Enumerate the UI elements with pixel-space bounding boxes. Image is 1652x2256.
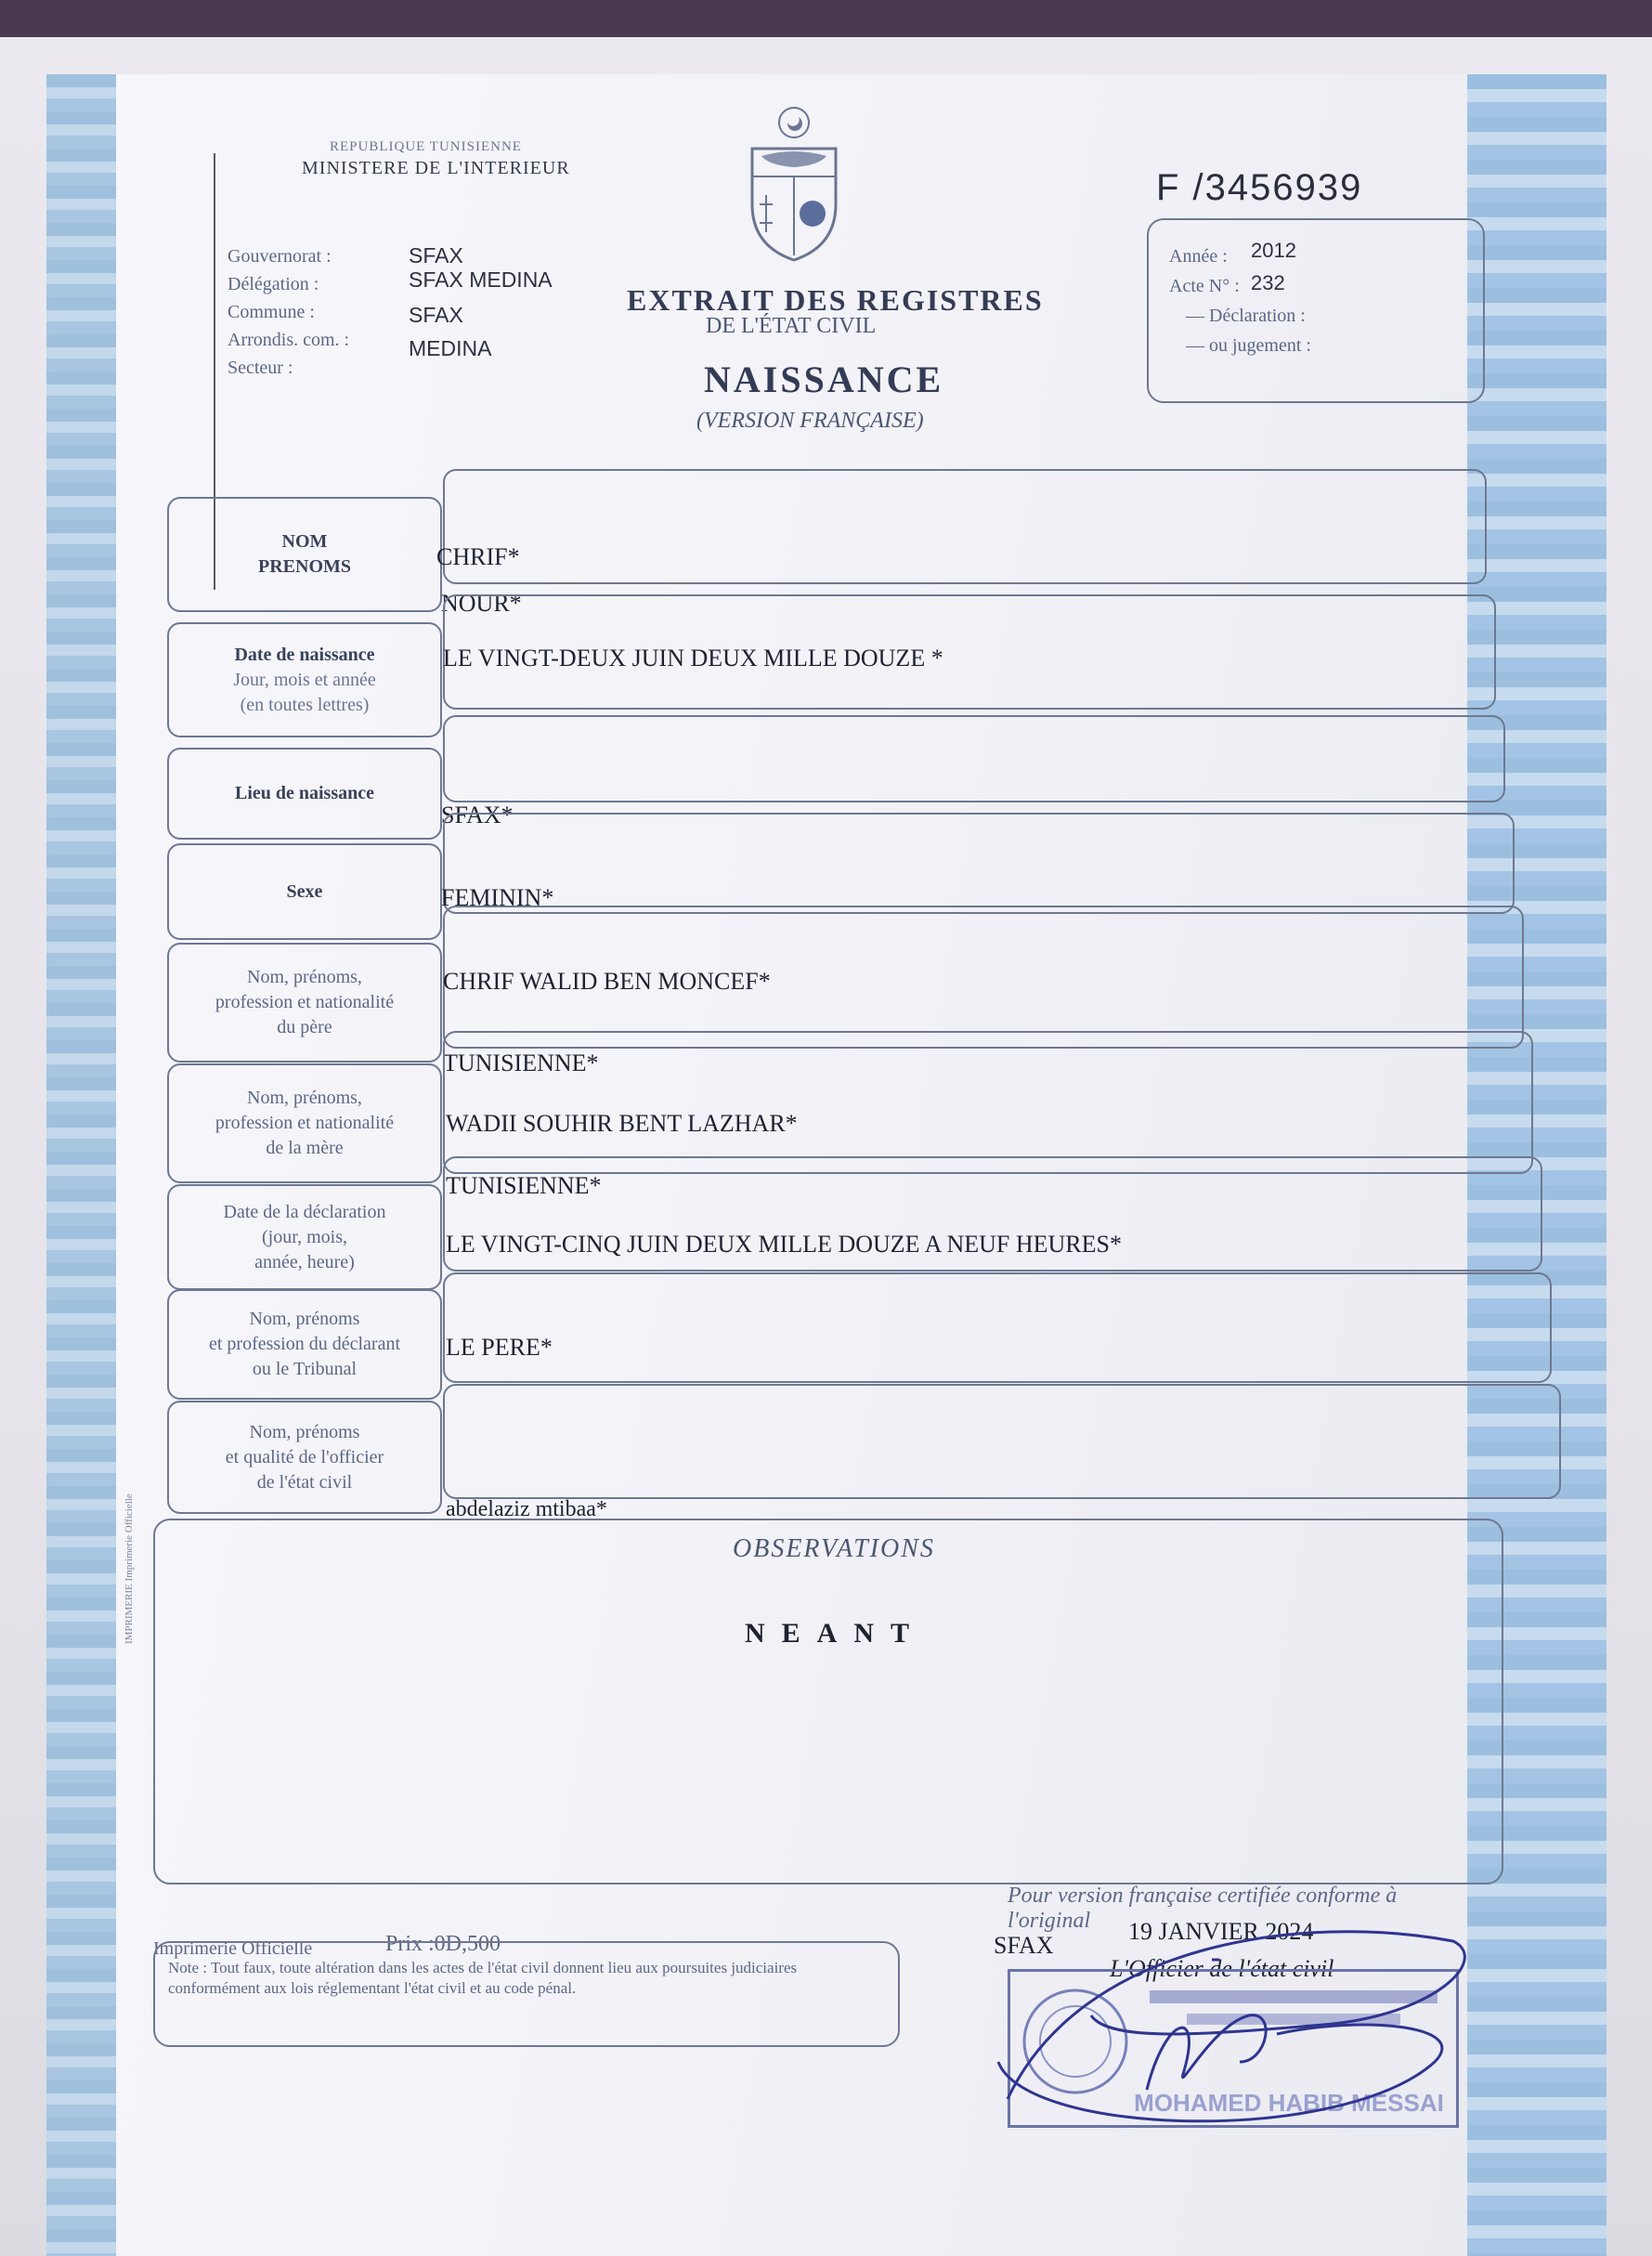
imprimerie-label: Imprimerie Officielle <box>153 1938 313 1959</box>
mere-label <box>167 1063 442 1183</box>
sexe-box <box>443 813 1515 914</box>
delegation-value: SFAX MEDINA <box>409 267 553 292</box>
declaration-date-value: LE VINGT-CINQ JUIN DEUX MILLE DOUZE A NEUF HEURES* <box>446 1231 1122 1258</box>
sexe-label: Sexe <box>167 843 442 940</box>
observations-title: OBSERVATIONS <box>733 1534 935 1563</box>
declarant-label-line: ou le Tribunal <box>252 1359 358 1379</box>
mere-nom-value: WADII SOUHIR BENT LAZHAR* <box>446 1110 798 1137</box>
commune-label: Commune : <box>228 302 315 322</box>
naissance-heading: NAISSANCE <box>704 359 944 400</box>
mere-label-line: profession et nationalité <box>215 1113 395 1133</box>
annee-label: Année : <box>1169 246 1228 267</box>
pere-nationalite-value: TUNISIENNE* <box>443 1050 599 1076</box>
nom-label: NOM <box>281 531 328 552</box>
declarant-value: LE PERE* <box>446 1334 553 1361</box>
mere-label-line: de la mère <box>266 1138 344 1158</box>
legal-note <box>153 1941 900 2047</box>
lieu-naissance-value: SFAX* <box>441 802 514 828</box>
officier-signature-title: L'Officier de l'état civil <box>1110 1955 1334 1982</box>
signature-city: SFAX <box>994 1932 1054 1959</box>
certification-text: Pour version française certifiée conforme à l'original <box>1008 1884 1398 1933</box>
officier-label-line: de l'état civil <box>256 1471 353 1493</box>
pere-label-line: Nom, prénoms, <box>247 967 362 987</box>
lieu-naissance-box <box>443 715 1505 802</box>
birth-certificate-document <box>46 74 1606 2256</box>
annee-value: 2012 <box>1251 239 1296 262</box>
declaration-type-label: — Déclaration : <box>1186 306 1306 326</box>
date-naissance-label <box>167 622 442 737</box>
decorative-border-left <box>46 74 116 2256</box>
declarant-label-line: et profession du déclarant <box>208 1334 401 1354</box>
officier-label <box>167 1401 442 1514</box>
commune-value: SFAX <box>409 303 463 327</box>
delegation-label: Délégation : <box>228 274 319 294</box>
date-naissance-label-line: (en toutes lettres) <box>240 694 370 715</box>
document-subtitle: DE L'ÉTAT CIVIL <box>706 314 877 338</box>
officier-label-line: et qualité de l'officier <box>225 1446 384 1467</box>
declaration-label-line: Date de la déclaration <box>223 1201 386 1222</box>
signature-date: 19 JANVIER 2024 <box>1128 1918 1314 1945</box>
date-naissance-label-line: Date de naissance <box>234 644 375 665</box>
mere-box <box>443 1031 1533 1174</box>
arrondissement-label: Arrondis. com. : <box>228 330 350 350</box>
date-naissance-value: LE VINGT-DEUX JUIN DEUX MILLE DOUZE * <box>443 645 943 672</box>
prix-label: Prix :0D,500 <box>385 1932 501 1956</box>
officier-box <box>443 1384 1561 1499</box>
gouvernorat-label: Gouvernorat : <box>228 246 332 267</box>
pere-label-line: profession et nationalité <box>215 992 395 1012</box>
declarant-label-line: Nom, prénoms <box>249 1309 360 1329</box>
officier-value: abdelaziz mtibaa* <box>446 1497 607 1521</box>
declarant-label <box>167 1289 442 1400</box>
observations-value: NEANT <box>745 1618 927 1649</box>
pere-label-line: du père <box>277 1017 332 1037</box>
pere-label <box>167 943 442 1063</box>
pere-nom-value: CHRIF WALID BEN MONCEF* <box>443 968 771 995</box>
acte-info-box <box>1147 218 1485 403</box>
declaration-date-label <box>167 1184 442 1290</box>
arrondissement-value: MEDINA <box>409 336 492 360</box>
document-title: EXTRAIT DES REGISTRES <box>627 283 1044 317</box>
officier-label-line: Nom, prénoms <box>249 1421 360 1442</box>
tunisia-coat-of-arms-icon <box>734 102 854 269</box>
prenoms-label: PRENOMS <box>258 556 351 577</box>
declarant-box <box>443 1272 1552 1383</box>
nom-prenoms-label <box>167 497 442 612</box>
republic-label: REPUBLIQUE TUNISIENNE <box>330 139 522 154</box>
prenom-value: NOUR* <box>441 590 522 617</box>
secteur-label: Secteur : <box>228 358 293 378</box>
ministry-label: MINISTERE DE L'INTERIEUR <box>302 158 570 178</box>
nom-value-box <box>443 469 1487 584</box>
printer-vertical-label: IMPRIMERIE Imprimerie Officielle <box>124 1493 135 1644</box>
declaration-label-line: année, heure) <box>254 1251 355 1272</box>
legal-note-text: Note : Tout faux, toute altération dans les actes de l'état civil donnent lieu aux poursuites judiciaires conformément aux lois réglementant l'état civil et au code pénal. <box>168 1959 798 1997</box>
jugement-type-label: — ou jugement : <box>1186 335 1311 356</box>
handwritten-signature-icon <box>970 1904 1490 2145</box>
acte-number-label: Acte N° : <box>1169 276 1240 296</box>
mere-nationalite-value: TUNISIENNE* <box>446 1172 602 1199</box>
mere-label-line: Nom, prénoms, <box>247 1088 362 1108</box>
gouvernorat-value: SFAX <box>409 243 463 267</box>
date-naissance-label-line: Jour, mois et année <box>233 669 376 690</box>
acte-number-value: 232 <box>1251 271 1285 294</box>
stamp-name: MOHAMED HABIB MESSAI <box>1134 2089 1444 2117</box>
nom-value: CHRIF* <box>436 543 520 570</box>
sexe-value: FEMININ* <box>441 884 554 911</box>
observations-box <box>153 1519 1503 1884</box>
serial-number: F /3456939 <box>1156 167 1363 208</box>
lieu-naissance-label: Lieu de naissance <box>167 748 442 840</box>
version-label: (VERSION FRANÇAISE) <box>696 409 924 433</box>
declaration-label-line: (jour, mois, <box>262 1226 347 1247</box>
